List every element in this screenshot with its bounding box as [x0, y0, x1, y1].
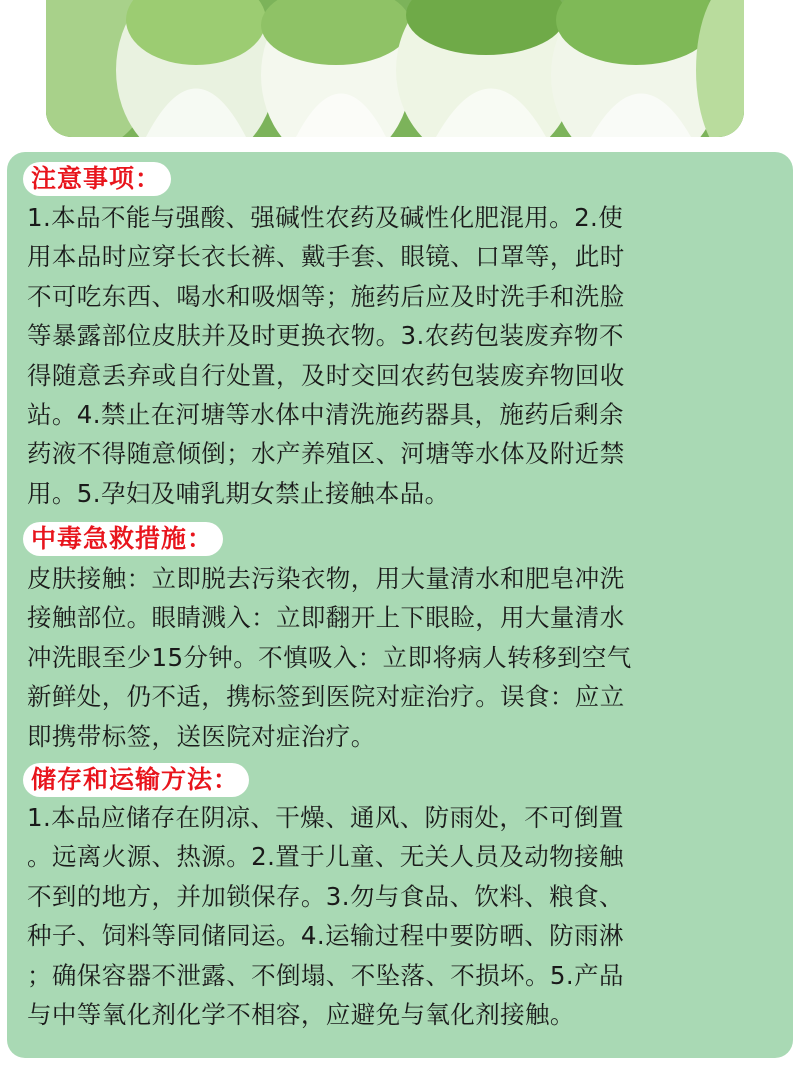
info-panel — [7, 152, 793, 1058]
text-line: 不可吃东西、喝水和吸烟等；施药后应及时洗手和洗脸 — [27, 281, 625, 311]
text-line: 得随意丢弃或自行处置，及时交回农药包装废弃物回收 — [27, 360, 625, 390]
text-line: 新鲜处，仍不适，携标签到医院对症治疗。误食：应立 — [27, 682, 625, 712]
first-aid-heading: 中毒急救措施： — [23, 522, 223, 556]
text-line: 。远离火源、热源。2.置于儿童、无关人员及动物接触 — [27, 842, 624, 872]
storage-heading: 储存和运输方法： — [23, 763, 249, 797]
text-line: 站。4.禁止在河塘等水体中清洗施药器具，施药后剩余 — [27, 399, 624, 429]
text-line: 药液不得随意倾倒；水产养殖区、河塘等水体及附近禁 — [27, 439, 625, 469]
text-line: 用本品时应穿长衣长裤、戴手套、眼镜、口罩等，此时 — [27, 242, 625, 272]
text-line: 1.本品应储存在阴凉、干燥、通风、防雨处，不可倒置 — [27, 803, 624, 832]
precautions-heading: 注意事项： — [23, 162, 171, 196]
storage-text — [27, 798, 779, 1034]
text-line: 冲洗眼至少15分钟。不慎吸入：立即将病人转移到空气 — [27, 642, 632, 672]
text-line: 用。5.孕妇及哺乳期女禁止接触本品。 — [27, 478, 450, 508]
cabbage-photo — [46, 0, 744, 137]
text-line: 与中等氧化剂化学不相容，应避免与氧化剂接触。 — [27, 999, 575, 1029]
text-line: ；确保容器不泄露、不倒塌、不坠落、不损坏。5.产品 — [27, 960, 624, 990]
text-line: 不到的地方，并加锁保存。3.勿与食品、饮料、粮食、 — [27, 881, 624, 911]
text-line: 皮肤接触：立即脱去污染衣物，用大量清水和肥皂冲洗 — [27, 564, 625, 593]
text-line: 1.本品不能与强酸、强碱性农药及碱性化肥混用。2.使 — [27, 203, 624, 232]
precautions-text — [27, 198, 779, 513]
text-line: 种子、饲料等同储同运。4.运输过程中要防晒、防雨淋 — [27, 921, 624, 951]
first-aid-text — [27, 559, 779, 756]
text-line: 接触部位。眼睛溅入：立即翻开上下眼睑，用大量清水 — [27, 603, 625, 633]
text-line: 等暴露部位皮肤并及时更换衣物。3.农药包装废弃物不 — [27, 321, 624, 351]
text-line: 即携带标签，送医院对症治疗。 — [27, 721, 376, 751]
